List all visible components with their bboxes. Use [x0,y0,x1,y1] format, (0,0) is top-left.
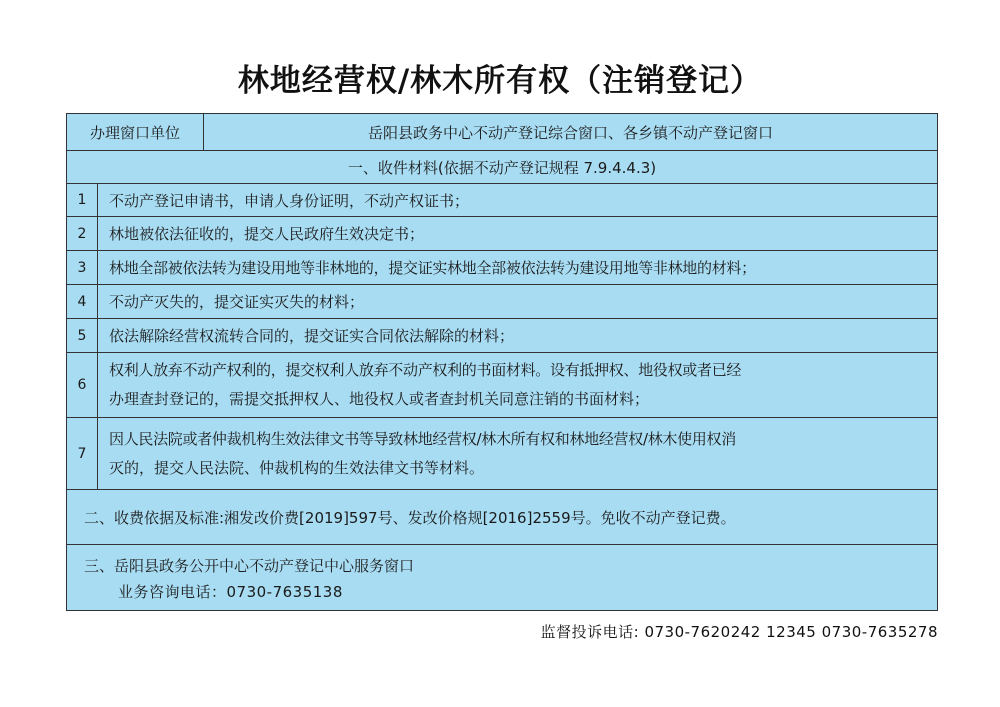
list-item [67,217,937,251]
item-text-line: 因人民法院或者仲裁机构生效法律文书等导致林地经营权/林木所有权和林地经营权/林木使用权消 [109,429,736,448]
item-text: 依法解除经营权流转合同的，提交证实合同依法解除的材料； [109,327,515,345]
item-number: 2 [67,217,98,250]
service-title: 三、岳阳县政务公开中心不动产登记中心服务窗口 [84,557,415,575]
list-item [67,184,937,217]
unit-row [67,114,937,151]
unit-value-cell [204,114,937,150]
fee-text: 二、收费依据及标准:湘发改价费[2019]597号、发改价格规[2016]2559号。免收不动产登记费。 [84,508,736,527]
info-table [66,113,938,611]
item-number: 6 [67,353,98,417]
item-number: 1 [67,184,98,216]
item-text-block [98,418,937,489]
list-item [67,418,937,490]
item-text-line: 办理查封登记的，需提交抵押权人、地役权人或者查封机关同意注销的书面材料； [109,390,650,408]
item-text-line: 权利人放弃不动产权利的，提交权利人放弃不动产权利的书面材料。设有抵押权、地役权或者已经 [109,361,742,379]
supervision-phone: 监督投诉电话: 0730-7620242 12345 0730-7635278 [540,623,938,641]
item-number: 5 [67,319,98,352]
item-text: 不动产登记申请书，申请人身份证明，不动产权证书； [109,191,470,210]
item-text-line: 灭的，提交人民法院、仲裁机构的生效法律文书等材料。 [109,458,485,477]
list-item [67,353,937,418]
item-number: 7 [67,418,98,489]
unit-label-cell [67,114,204,150]
item-number: 3 [67,251,98,284]
materials-header-row [67,151,937,184]
item-text-block [98,353,937,417]
item-text: 不动产灭失的，提交证实灭失的材料； [109,293,365,311]
service-phone: 业务咨询电话：0730-7635138 [118,583,343,601]
item-text: 林地全部被依法转为建设用地等非林地的，提交证实林地全部被依法转为建设用地等非林地的材料； [109,259,756,277]
fee-row [67,490,937,545]
list-item [67,319,937,353]
unit-label: 办理窗口单位 [89,123,180,142]
list-item [67,251,937,285]
list-item [67,285,937,319]
item-number: 4 [67,285,98,318]
page-title: 林地经营权/林木所有权（注销登记） [237,63,763,99]
service-row [67,545,937,610]
unit-value: 岳阳县政务中心不动产登记综合窗口、各乡镇不动产登记窗口 [367,123,773,142]
materials-header: 一、收件材料(依据不动产登记规程 7.9.4.4.3) [347,158,657,177]
item-text: 林地被依法征收的，提交人民政府生效决定书； [109,225,425,243]
